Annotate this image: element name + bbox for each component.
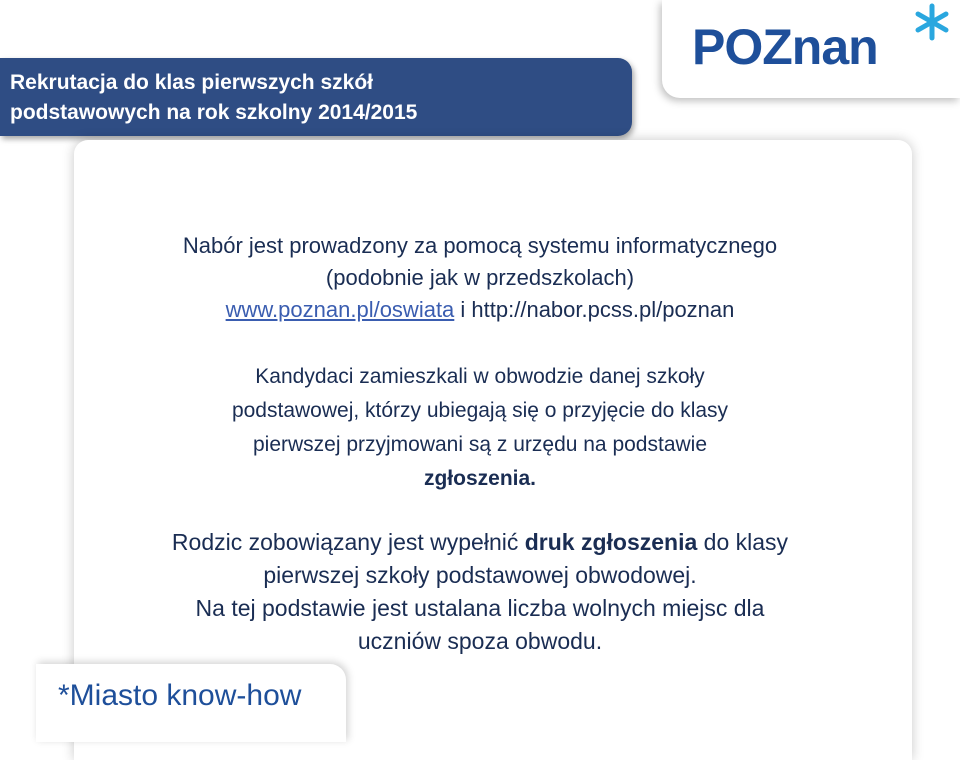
slide-title-line-2: podstawowych na rok szkolny 2014/2015	[10, 101, 418, 124]
paragraph-candidates-line-2: podstawowej, którzy ubiegają się o przyjęcie do klasy	[231, 399, 729, 422]
paragraph-candidates	[0, 360, 960, 496]
paragraph-system-line-3	[0, 294, 960, 326]
paragraph-parent-line-1-pre: Rodzic zobowiązany jest wypełnić	[171, 529, 525, 555]
paragraph-candidates-line-3: pierwszej przyjmowani są z urzędu na podstawie	[252, 433, 708, 456]
paragraph-parent-line-1	[0, 526, 960, 559]
link-connector: i	[454, 297, 472, 322]
footer-slogan-text: *Miasto know-how	[58, 679, 302, 712]
title-banner	[0, 58, 632, 136]
paragraph-system-line-2: (podobnie jak w przedszkolach)	[325, 265, 635, 290]
paragraph-parent-line-2: pierwszej szkoły podstawowej obwodowej.	[263, 562, 697, 588]
footer-slogan	[36, 664, 346, 742]
poznan-logo	[662, 0, 960, 98]
paragraph-candidates-line-4: zgłoszenia.	[423, 467, 537, 490]
link-poznan-oswiata[interactable]: www.poznan.pl/oswiata	[225, 297, 455, 322]
paragraph-parent-line-1-bold: druk zgłoszenia	[524, 529, 698, 555]
link-nabor-pcss: http://nabor.pcss.pl/poznan	[471, 297, 735, 322]
paragraph-parent	[0, 526, 960, 658]
paragraph-system-line-1: Nabór jest prowadzony za pomocą systemu informatycznego	[182, 233, 778, 258]
slide-title-line-1: Rekrutacja do klas pierwszych szkół	[10, 71, 373, 94]
star-asterisk-icon	[912, 2, 952, 42]
poznan-logo-text: POZnan	[692, 19, 878, 75]
paragraph-parent-line-3: Na tej podstawie jest ustalana liczba wolnych miejsc dla	[195, 595, 765, 621]
paragraph-parent-line-1-post: do klasy	[697, 529, 789, 555]
paragraph-system	[0, 230, 960, 326]
paragraph-candidates-line-1: Kandydaci zamieszkali w obwodzie danej szkoły	[255, 365, 705, 388]
slide-title	[10, 68, 417, 128]
paragraph-parent-line-4: uczniów spoza obwodu.	[357, 628, 603, 654]
